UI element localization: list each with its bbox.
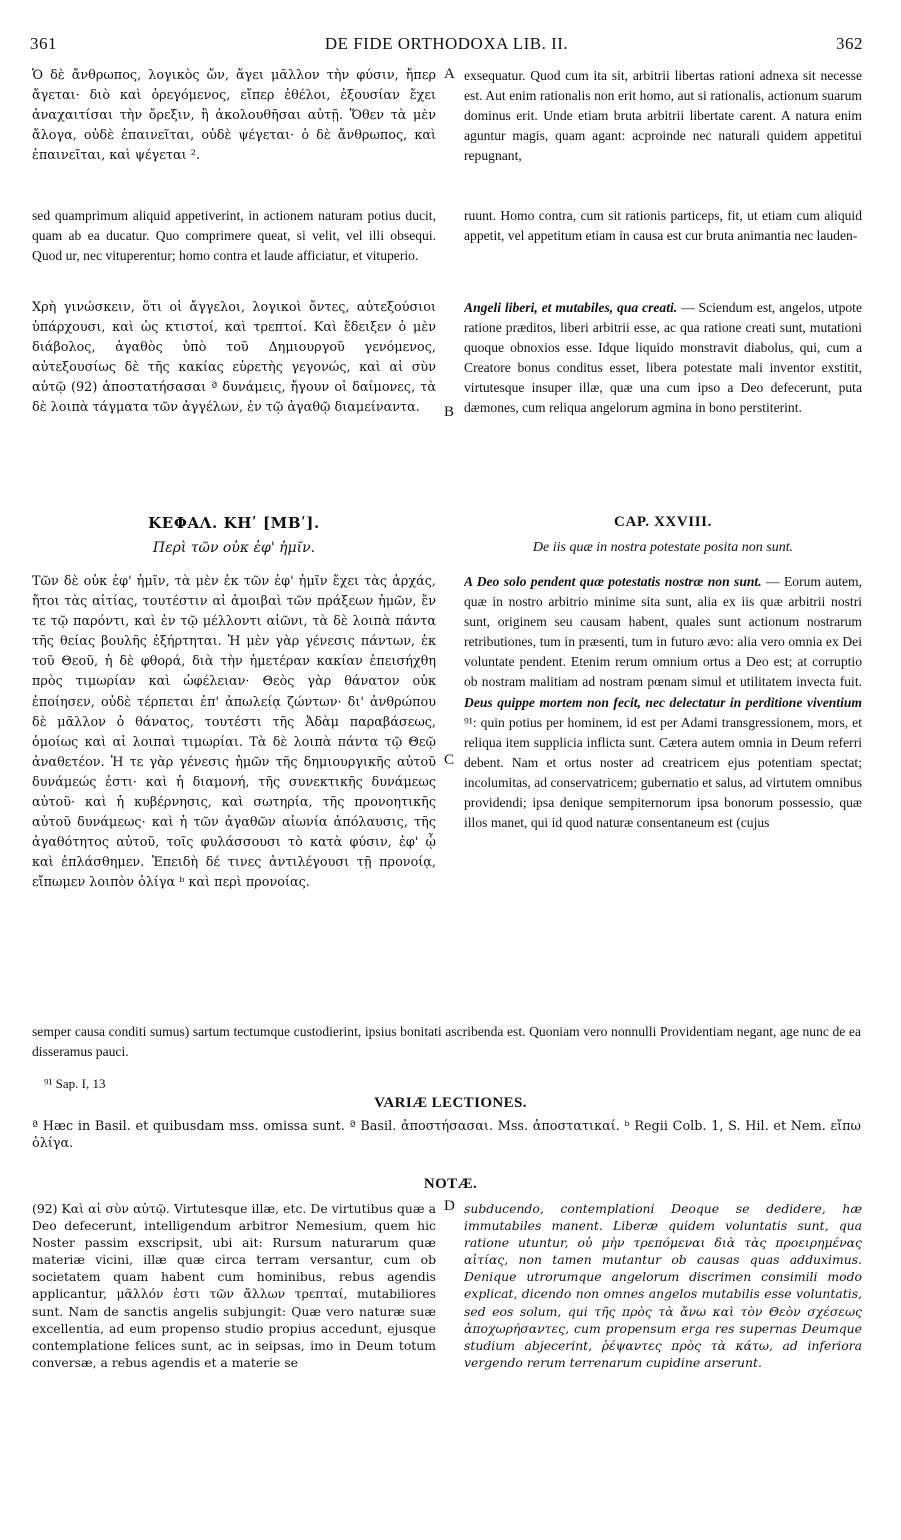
running-title: DE FIDE ORTHODOXA LIB. II. [324,34,569,53]
greek-column-chapter [32,572,436,1022]
latin-left-continuation [32,206,436,288]
latin-chapter-subtitle: De iis quæ in nostra potestate posita non sunt. [532,540,794,555]
greek-paragraph: Τῶν δὲ οὐκ ἐφ' ἡμῖν, τὰ μὲν ἐκ τῶν ἐφ' ἡμῖν ἔχει τὰς ἀρχάς, ἤτοι τὰς αἰτίας, τουτέστιν αἱ ἀμοιβαὶ τῶν πράξεων ἡμῶν, ἔν τε τῷ παρόντι, καὶ ἐν τῷ μέλλοντι αἰῶνι, τὰ δὲ λοιπὰ πάντα τῆς θείας βουλῆς ἐξήρτηται. Ἡ μὲν γὰρ γένεσις πάντων, ἐκ τοῦ Θεοῦ, ἡ δὲ φθορά, διὰ τὴν ἡμετέραν κακίαν ἐπεισήχθη πρὸς τιμωρίαν καὶ ὠφέλειαν· Θεὸς γὰρ θάνατον οὐκ ἐποίησεν, οὐδὲ τέρπεται ἐπ' ἀπωλείᾳ ζώντων· δι' ἀνθρώπου δὲ μᾶλλον ὁ θάνατος, τουτέστι τῆς Ἀδὰμ παραβάσεως, ὁμοίως καὶ αἱ λοιπαὶ τιμωρίαι. Τὰ δὲ λοιπὰ πάντα τῷ Θεῷ ἀναθετέον. Ἡ τε γὰρ γένεσις ἡμῶν τῆς δημιουργικῆς αὐτοῦ δυνάμεώς ἐστι· καὶ ἡ διαμονή, τῆς συνεκτικῆς δυνάμεως αὐτοῦ· καὶ ἡ κυβέρνησις, καὶ σωτηρία, τῆς προνοητικῆς αὐτοῦ δυνάμεως· καὶ ἡ τῶν ἀγαθῶν αἰωνία ἀπόλαυσις, τῆς ἀγαθότητος αὐτοῦ, τοῖς φυλάσσουσι τὸ κατὰ φύσιν, ἐφ' ᾧ καὶ ἐπλάσθημεν. Ἐπειδὴ δέ τινες ἀντιλέγουσι τῇ προνοίᾳ, εἴπωμεν λοιπὸν ὀλίγα ᵇ καὶ περὶ προνοίας. [32,574,436,891]
latin-full-width [32,1022,861,1066]
scripture-quote: Deus quippe mortem non fecit, nec delectatur in perditione viventium [464,694,862,710]
latin-paragraph [464,298,862,419]
latin-body: : quin potius per hominem, id est per Adami transgressionem, mors, et reliqua item supplicia inflicta sunt. Cætera autem omnia in Deum referri debent. Nam et ortus noster ad creatricem ejus potentiam spectat; incolumitas, ad conservatricem; gubernatio et salus, ad virtutem omnibus providendi; ipsa denique sempiternorum ipsa bonorum possessio, quæ illos manet, qui id quod naturæ consentaneum est (cujus [464,714,862,831]
latin-body: — Eorum autem, quæ in nostro arbitrio minime sita sunt, alia ex iis quæ arbitrii nostri sunt, originem seu causam habent, quales sunt actionum nostrarum retributiones, tum in præsenti, tum in futuro ævo: alia vero omnia ex Dei voluntate pendent. Etenim rerum omnium ortus a Deo est; at corruptio ob nostram malitiam ad nostram pœnam simul et utilitatem invecta fuit. [464,574,862,690]
marginal-heading: A Deo solo pendent quæ potestatis nostræ non sunt. [464,574,762,589]
greek-column-top [32,66,436,208]
note-paragraph: subducendo, contemplationi Deoque se dedidere, hæ immutabiles manent. Liberæ quidem voluntatis sunt, qua ratione utuntur, οὐ μὴν τρεπόμεναι διὰ τὰς προειρημένας αἰτίας, non tamen mutantur ob causas quas adduximus. Denique utrorumque angelorum discrimen consimili modo explicat, dicendo non omnes angelos mutabilis esse voluntatis, sed eos solum, qui τῆς πρὸς τὰ ἄνω καὶ τὸν Θεὸν σχέσεως ἀποχωρήσαντες, cum propensum erga res supernas Deumque studium abjecerint, ῥέψαντες πρὸς τὰ κάτω, ad inferiora vergendo rerum terrenarum cupidine arserunt. [464,1201,862,1370]
marginal-heading: Angeli liberi, et mutabiles, qua creati. [464,300,678,315]
greek-paragraph: Χρὴ γινώσκειν, ὅτι οἱ ἄγγελοι, λογικοὶ ὄντες, αὐτεξούσιοι ὑπάρχουσι, καὶ ὡς κτιστοί, καὶ τρεπτοί. Καὶ ἔδειξεν ὁ μὲν διάβολος, ἀγαθὸς ὑπὸ τοῦ Δημιουργοῦ γενόμενος, αὐτεξουσίως δὲ τῆς κακίας εὑρετὴς γεγονώς, καὶ αἱ σὺν αὐτῷ (92) ἀποστατήσασαι ª δυνάμεις, ἤγουν οἱ δαίμονες, τὰ δὲ λοιπὰ τάγματα τῶν ἀγγέλων, ἐν τῷ ἀγαθῷ διαμείναντα. [32,300,436,416]
left-page-number: 361 [30,34,57,53]
column-marker-b: B [444,404,455,420]
variae-text: ª Hæc in Basil. et quibusdam mss. omissa sunt. ª Basil. ἀποστήσασαι. Mss. ἀποστατικαί. ᵇ Regii Colb. 1, S. Hil. et Nem. εἴπω ὀλίγα. [32,1119,861,1152]
footnote: ⁹¹ Sap. I, 13 [44,1076,106,1091]
latin-paragraph: sed quamprimum aliquid appetiverint, in actionem naturam potius ducit, quam ab ea ducatur. Quo comprimere queat, si velit, vel illi obsequi. Quod ur, nec vituperentur; homo contra et laude afficiatur, et vituperio. [32,208,436,264]
column-marker-a: A [444,66,455,82]
latin-chapter-heading: CAP. XXVIII. [614,514,712,530]
greek-chapter-heading: ΚΕΦΑΛ. ΚΗʹ [ΜΒʹ]. [148,514,320,532]
latin-column-chapter [464,572,862,1022]
column-marker-d: D [444,1198,455,1214]
greek-column-angels [32,298,436,440]
notes-left-column [32,1200,436,1422]
note-paragraph: (92) Καὶ αἱ σὺν αὐτῷ. Virtutesque illæ, etc. De virtutibus quæ a Deo defecerunt, intelligendum arbitror Nemesium, quem hic Noster passim exscripsit, ubi ait: Rursum naturarum quæ materiæ vicini, illæ quæ circa terram versantur, cum ob societatem quam habent cum hominibus, rebus agendis applicantur, μᾶλλόν ἐστι τῶν ἄλλων τρεπταί, mutabiliores sunt. Nam de sanctis angelis subjungit: Quæ vero naturæ suæ excellentia, ad eum propenso studio propius accedunt, ejusque contemplatione felices sunt, ac in seipsas, imo in Deum totum conversæ, a rebus agendis et a materie se [32,1201,436,1370]
latin-paragraph: semper causa conditi sumus) sartum tectumque custodierint, ipsius bonitati ascribenda est. Quoniam vero nonnulli Providentiam negant, age nunc de ea disseramus pauci. [32,1024,861,1060]
notae-title: NOTÆ. [423,1176,478,1192]
latin-right-continuation [464,206,862,268]
greek-chapter-subtitle: Περὶ τῶν οὐκ ἐφ' ἡμῖν. [152,540,316,556]
footnote-ref: ⁹¹ [464,714,473,730]
latin-paragraph: ruunt. Homo contra, cum sit rationis particeps, fit, ut etiam cum aliquid appetit, vel appetitum etiam in causa est cur bruta animantia nec lauden- [464,208,862,244]
latin-paragraph: exsequatur. Quod cum ita sit, arbitrii libertas rationi adnexa sit necesse est. Aut enim rationalis non erit homo, aut si rationalis, actionum suarum dominus erit. Unde etiam bruta arbitrii libertate carent. A natura enim aguntur magis, quam agant: acproinde nec naturali quidem appetitui repugnant, [464,68,862,164]
column-marker-c: C [444,752,455,768]
latin-body: — Sciendum est, angelos, utpote ratione præditos, liberi arbitrii esse, ac qua ratione creati sunt, mutationi quoque obnoxios esse. Idque liquido monstravit diabolus, qui, cum a Creatore bonus conditus esset, libera potestate mali inventor exstitit, virtutesque insuper illæ, quæ una cum ipso a Deo defecerunt, puta dæmones, cum reliqua angelorum agmina in bono perstiterint. [464,300,862,416]
latin-column-angels [464,298,862,502]
running-head [30,34,863,56]
latin-paragraph [464,572,862,833]
variae-title: VARIÆ LECTIONES. [374,1095,527,1111]
right-page-number: 362 [836,34,863,53]
notes-right-column [464,1200,862,1422]
greek-paragraph: Ὁ δὲ ἄνθρωπος, λογικὸς ὤν, ἄγει μᾶλλον τὴν φύσιν, ἤπερ ἄγεται· διὸ καὶ ὀρεγόμενος, εἴπερ ἐθέλοι, ἐξουσίαν ἔχει ἀναχαιτίσαι τὴν ὄρεξιν, ἢ ἀκολουθῆσαι αὐτῇ. Ὅθεν τὰ μὲν ἄλογα, οὐδὲ ἐπαινεῖται, οὐδὲ ψέγεται· ὁ δὲ ἄνθρωπος, καὶ ἐπαινεῖται, καὶ ψέγεται ². [32,68,436,164]
latin-column-top [464,66,862,208]
